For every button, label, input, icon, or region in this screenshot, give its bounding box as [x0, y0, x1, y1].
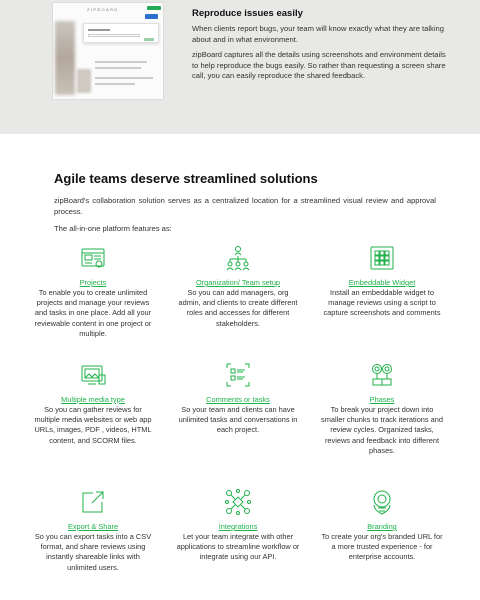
feature-title[interactable]: Projects [79, 278, 107, 287]
feature-export [31, 488, 155, 573]
feature-title[interactable]: Branding [367, 522, 397, 531]
feature-title[interactable]: Organization/ Team setup [195, 278, 281, 287]
mock-row [95, 67, 141, 69]
feature-phases [320, 361, 444, 456]
issues-paragraph-1: When clients report bugs, your team will know exactly what they are talking about and in what environment. [192, 24, 444, 44]
feature-title[interactable]: Integrations [218, 522, 258, 531]
feature-title[interactable]: Comments or tasks [206, 395, 270, 404]
widget-icon [368, 244, 396, 272]
feature-title[interactable]: Embeddable Widget [348, 278, 416, 287]
feature-desc: Install an embeddable widget to manage reviews using a script to capture screenshots and comments [323, 288, 441, 318]
feature-media [31, 361, 155, 446]
feature-desc: So you can gather reviews for multiple media websites or web app URLs, images, PDF , videos, HTML content, and SCORM files. [34, 405, 152, 445]
feature-desc: So you can export tasks into a CSV format, and share reviews using instantly shareable links with unlimited users. [34, 532, 152, 572]
feature-desc: Let your team integrate with other applications to streamline workflow or integrate using our API. [176, 532, 300, 562]
product-screenshot [52, 2, 164, 100]
mock-row [95, 83, 135, 85]
mock-green-button [147, 6, 161, 10]
feature-integrations [176, 488, 300, 563]
mock-row [95, 77, 153, 79]
mock-comment-popup [83, 23, 159, 43]
issues-paragraph-2: zipBoard captures all the details using screenshots and environment details to help reproduce the bugs easily. So rather than requesting a screen share call, you can easily reproduce the shared feedback. [192, 50, 446, 80]
feature-desc: So you can add managers, org admin, and clients to create different roles and accesses for different stakeholders. [178, 288, 298, 328]
mock-blue-button [145, 14, 158, 19]
feature-title[interactable]: Multiple media type [61, 395, 125, 404]
feature-title[interactable]: Phases [369, 395, 395, 404]
feature-projects [31, 244, 155, 339]
feature-desc: To enable you to create unlimited projects and manage your reviews and tasks in one place. Add all your reviewable content in one project or multiple. [34, 288, 152, 338]
export-icon [79, 488, 107, 516]
section-title: Agile teams deserve streamlined solutions [54, 171, 318, 186]
feature-branding [320, 488, 444, 563]
issues-title: Reproduce issues easily [192, 8, 303, 19]
integrations-icon [224, 488, 252, 516]
media-icon [79, 361, 107, 389]
feature-widget [320, 244, 444, 319]
comments-icon [224, 361, 252, 389]
feature-title[interactable]: Export & Share [67, 522, 119, 531]
mock-blurred-image-small [77, 69, 91, 93]
section-intro: zipBoard's collaboration solution serves as a centralized location for a streamlined visual review and approval process. [54, 196, 436, 216]
mock-row [95, 61, 147, 63]
feature-desc: So your team and clients can have unlimited tasks and conversations in each project. [178, 405, 298, 435]
feature-comments [176, 361, 300, 436]
feature-organization [176, 244, 300, 329]
feature-desc: To break your project down into smaller chunks to track iterations and review cycles. Organized tasks, reviews and feedback into different phases. [321, 405, 443, 455]
projects-icon [79, 244, 107, 272]
organization-icon [224, 244, 252, 272]
phases-icon [368, 361, 396, 389]
branding-icon [368, 488, 396, 516]
mock-logo: ZIPBOARD [87, 7, 119, 12]
feature-desc: To create your org's branded URL for a more trusted experience - for enterprise accounts. [321, 532, 443, 562]
section-intro-2: The all-in-one platform features as: [54, 224, 172, 233]
mock-blurred-image [55, 21, 75, 95]
